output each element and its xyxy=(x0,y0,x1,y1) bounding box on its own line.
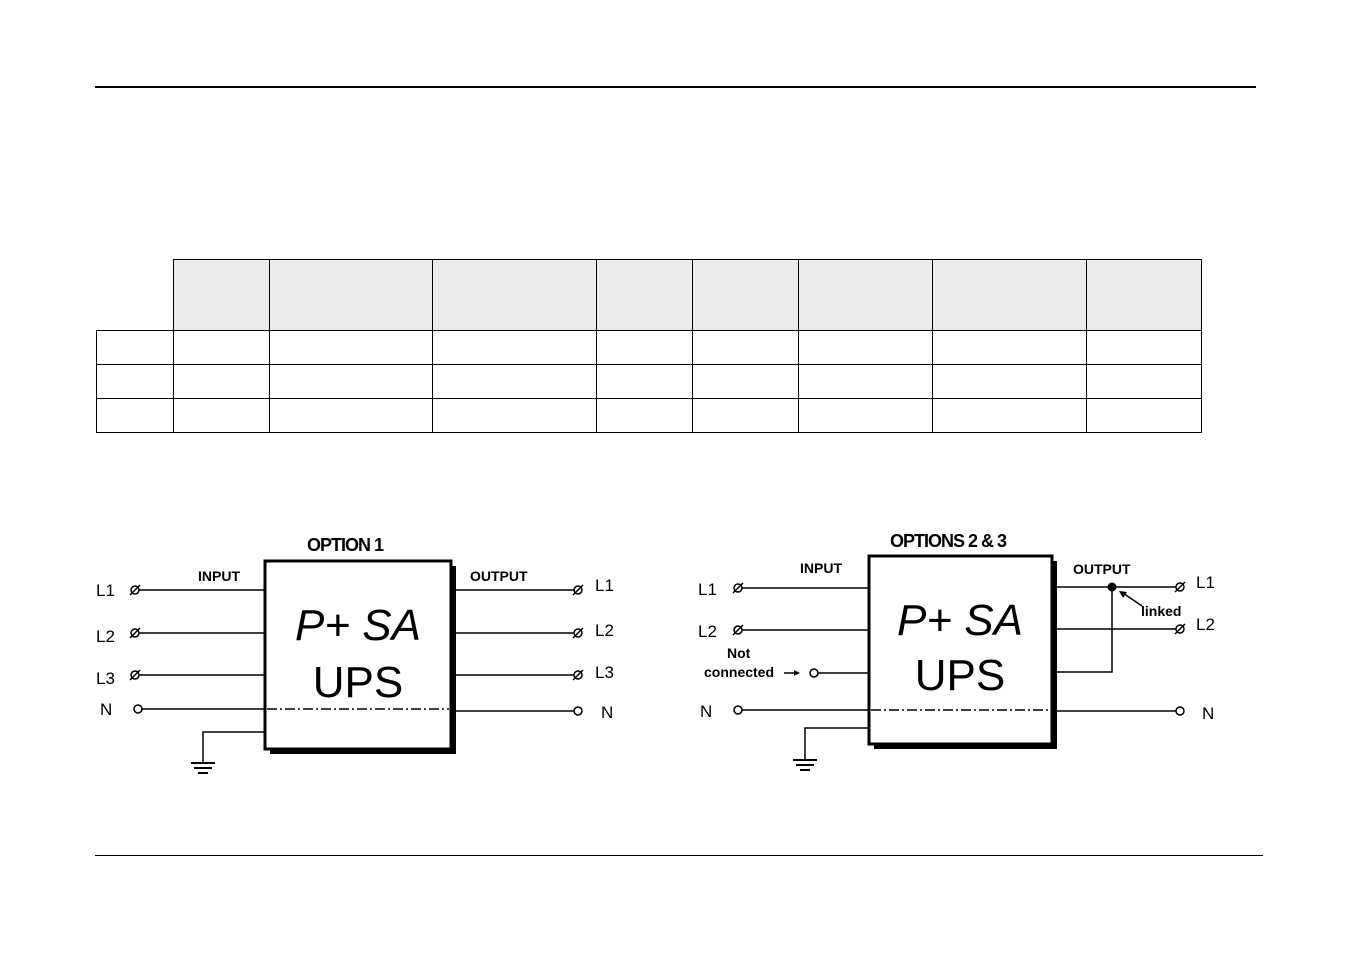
wiring-diagram-option-2-3 xyxy=(690,520,1230,780)
table-cell xyxy=(932,365,1086,399)
table-cell xyxy=(432,365,596,399)
table-cell xyxy=(269,399,432,433)
table-cell xyxy=(97,399,174,433)
table-cell xyxy=(173,331,269,365)
table-cell xyxy=(97,365,174,399)
terminal-open-icon xyxy=(810,669,818,677)
ground-wire xyxy=(203,732,265,763)
diagram-title: OPTIONS 2 & 3 xyxy=(890,531,1007,551)
output-label: OUTPUT xyxy=(470,568,528,584)
terminal-icon xyxy=(130,585,140,595)
input-terminal-n: N xyxy=(700,702,713,721)
ground-icon xyxy=(191,763,215,773)
output-terminal-l1: L1 xyxy=(595,576,614,595)
terminal-open-icon xyxy=(734,706,742,714)
terminal-icon xyxy=(573,628,583,638)
ups-box xyxy=(265,561,451,749)
input-terminal-l3: L3 xyxy=(96,669,115,688)
not-connected-label: connected xyxy=(704,664,775,680)
table-header-cell xyxy=(596,260,692,331)
input-terminal-l1: L1 xyxy=(698,580,717,599)
table-cell xyxy=(269,331,432,365)
terminal-icon xyxy=(1175,582,1185,592)
output-terminal-l2: L2 xyxy=(1196,615,1215,634)
table-header-cell xyxy=(798,260,932,331)
ups-model-label: P+ SA xyxy=(295,601,421,650)
table-cell xyxy=(173,365,269,399)
junction-dot-icon xyxy=(1108,583,1117,592)
table-cell xyxy=(692,399,798,433)
ground-icon xyxy=(793,760,817,770)
arrow-right-icon xyxy=(784,670,800,676)
input-label: INPUT xyxy=(198,568,240,584)
arrow-up-left-icon xyxy=(1119,591,1142,606)
table-cell xyxy=(932,399,1086,433)
terminal-icon xyxy=(573,670,583,680)
terminal-icon xyxy=(573,585,583,595)
output-terminal-l1: L1 xyxy=(1196,573,1215,592)
table-cell xyxy=(1086,399,1201,433)
table-cell xyxy=(692,365,798,399)
table-header-cell xyxy=(173,260,269,331)
output-terminal-n: N xyxy=(601,703,614,722)
wiring-diagram-option-1 xyxy=(90,520,630,780)
table-cell xyxy=(1086,331,1201,365)
header-rule xyxy=(95,86,1256,88)
ups-box xyxy=(869,556,1052,744)
table-header-cell xyxy=(1086,260,1201,331)
diagram-title: OPTION 1 xyxy=(307,535,384,555)
terminal-icon xyxy=(733,625,743,635)
table-cell xyxy=(596,365,692,399)
terminal-open-icon xyxy=(134,705,142,713)
table-row xyxy=(97,399,1202,433)
table-cell xyxy=(596,331,692,365)
table-cell xyxy=(432,331,596,365)
terminal-open-icon xyxy=(1176,707,1184,715)
terminal-icon xyxy=(733,583,743,593)
table-header-cell xyxy=(269,260,432,331)
not-connected-label: Not xyxy=(727,645,751,661)
input-terminal-l1: L1 xyxy=(96,581,115,600)
ups-label: UPS xyxy=(312,658,404,707)
footer-rule xyxy=(95,855,1263,856)
table-row xyxy=(97,365,1202,399)
spec-table xyxy=(96,259,1202,433)
output-terminal-l2: L2 xyxy=(595,621,614,640)
table-header-row xyxy=(97,260,1202,331)
table-cell xyxy=(798,365,932,399)
input-label: INPUT xyxy=(800,560,842,576)
table-cell xyxy=(596,399,692,433)
table-cell xyxy=(798,331,932,365)
input-terminal-l2: L2 xyxy=(96,627,115,646)
output-terminal-n: N xyxy=(1202,704,1215,723)
table-corner-cell xyxy=(97,260,174,331)
output-terminal-l3: L3 xyxy=(595,663,614,682)
ups-model-label: P+ SA xyxy=(897,596,1023,645)
table-cell xyxy=(269,365,432,399)
table-cell xyxy=(932,331,1086,365)
table-cell xyxy=(97,331,174,365)
table-cell xyxy=(1086,365,1201,399)
input-terminal-l2: L2 xyxy=(698,622,717,641)
table-header-cell xyxy=(692,260,798,331)
terminal-icon xyxy=(1175,624,1185,634)
table-cell xyxy=(692,331,798,365)
ups-label: UPS xyxy=(914,651,1006,700)
terminal-icon xyxy=(130,670,140,680)
table-header-cell xyxy=(432,260,596,331)
linked-label: linked xyxy=(1141,603,1182,619)
table-row xyxy=(97,331,1202,365)
terminal-icon xyxy=(130,628,140,638)
input-terminal-n: N xyxy=(100,700,113,719)
terminal-open-icon xyxy=(574,707,582,715)
table-cell xyxy=(798,399,932,433)
table-header-cell xyxy=(932,260,1086,331)
output-label: OUTPUT xyxy=(1073,561,1131,577)
table-cell xyxy=(432,399,596,433)
ground-wire xyxy=(805,728,869,760)
table-cell xyxy=(173,399,269,433)
